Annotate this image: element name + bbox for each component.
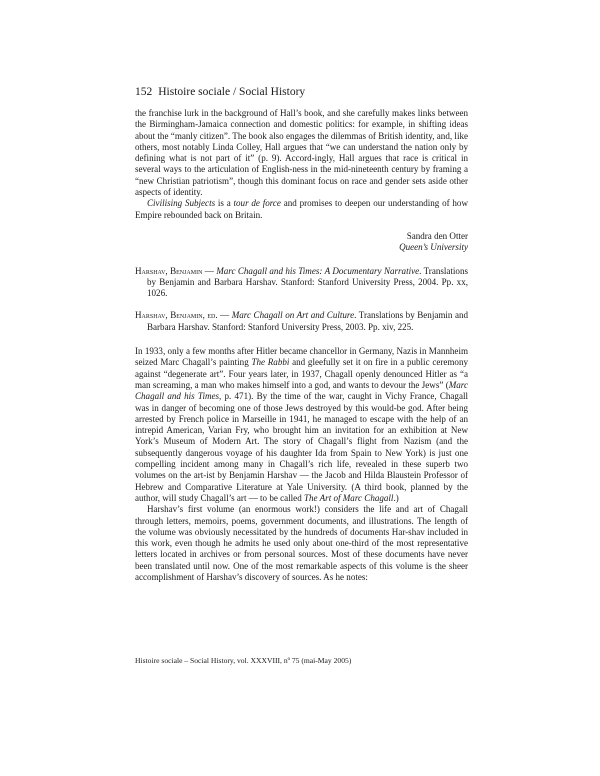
third-book-title: The Art of Marc Chagall [303,492,394,503]
journal-title: Histoire sociale / Social History [158,86,306,98]
prev-review-paragraph: the franchise lurk in the background of Hall’s book, and she carefully makes links between the Birmingham-Jamaica connection and domestic politics: for example, in shifting ideas about the “manly citizen”. The book also engages the dilemmas of British identity, and, like others, most notably Linda Colley, Hall argues that “we can understand the nation only by defining what is not part of it” (p. 9). Accord-ingly, Hall argues that race is critical in several ways to the articulation of English-ness in the mid-nineteenth century by framing a “new Christian patriotism”, though this dominant focus on race and gender sets aside other aspects of identity. [135,108,468,198]
cited-book-title: Marc Chagall and his Times [135,379,468,402]
page-number: 152 [135,86,153,98]
reviewer-institution: Queen’s University [399,242,468,253]
page-content [135,85,468,583]
journal-citation-footer: Histoire sociale – Social History, vol. XXXVIII, nº 75 (mai-May 2005) [135,656,352,665]
bibliographic-entry-1: Harshav, Benjamin — Marc Chagall and his Times: A Documentary Narrative. Translations by Benjamin and Barbara Harshav. Stanford: Stanford University Press, 2004. Pp. xx, 1026. [135,265,468,299]
reviewer-signature [135,231,468,254]
entry-details: . Translations by Benjamin and Barbara Harshav. Stanford: Stanford University Press, 2004. Pp. xx, 1026. [147,265,468,299]
bibliographic-entry-2: Harshav, Benjamin, ed. — Marc Chagall on Art and Culture. Translations by Benjamin and Barbara Harshav. Stanford: Stanford University Press, 2003. Pp. xiv, 225. [135,310,469,332]
reviewer-name: Sandra den Otter [406,230,468,241]
entry-details: . Translations by Benjamin and Barbara Harshav. Stanford: Stanford University Press, 2003. Pp. xiv, 225. [147,310,469,332]
entry-title: Marc Chagall on Art and Culture [231,310,355,321]
entry-author: Harshav, Benjamin [135,265,203,276]
entry-author: Harshav, Benjamin, ed. [135,310,218,321]
review-paragraph-2: Harshav’s first volume (an enormous work!) considers the life and art of Chagall through letters, memoirs, poems, government documents, and illustrations. The length of the volume was obviously necessitated by the hundreds of documents Har-shav included in this work, even though he admits he used only about one-third of the most representative letters located in archives or from personal sources. Most of these documents have never been translated until now. One of the most remarkable aspects of this volume is the sheer accomplishment of Harshav’s discovery of sources. As he notes: [135,504,468,582]
prev-review-conclusion: Civilising Subjects is a tour de force and promises to deepen our understanding of how Empire rebounded back on Britain. [135,198,468,220]
review-body [135,346,468,583]
review-paragraph-1: In 1933, only a few months after Hitler became chancellor in Germany, Nazis in Mannheim seized Marc Chagall’s painting The Rabbi and gleefully set it on fire in a public ceremony against “degenerate art”. Four years later, in 1937, Chagall openly denounced Hitler as “a man screaming, a man who makes himself into a god, and wants to devour the Jews” (Marc Chagall and his Times, p. 471). By the time of the war, caught in Vichy France, Chagall was in danger of becoming one of those Jews destroyed by this would-be god. After being arrested by French police in Marseille in 1941, he managed to escape with the help of an intrepid American, Varian Fry, who brought him an invitation for an exhibition at New York’s Museum of Modern Art. The story of Chagall’s flight from Nazism (and the subsequently dangerous voyage of his daughter Ida from Spain to New York) is just one compelling incident among many in Chagall’s rich life, revealed in these superb two volumes on the art-ist by Benjamin Harshav — the Jacob and Hilda Blaustein Professor of Hebrew and Comparative Literature at Yale University. (A third book, planned by the author, will study Chagall’s art — to be called The Art of Marc Chagall.) [135,346,469,503]
phrase-tour-de-force: tour de force [233,198,281,209]
running-head [135,85,468,99]
painting-title: The Rabbi [251,357,290,368]
entry-title: Marc Chagall and his Times: A Documentary Narrative [216,265,420,276]
book-title-civilising-subjects: Civilising Subjects [147,198,216,209]
